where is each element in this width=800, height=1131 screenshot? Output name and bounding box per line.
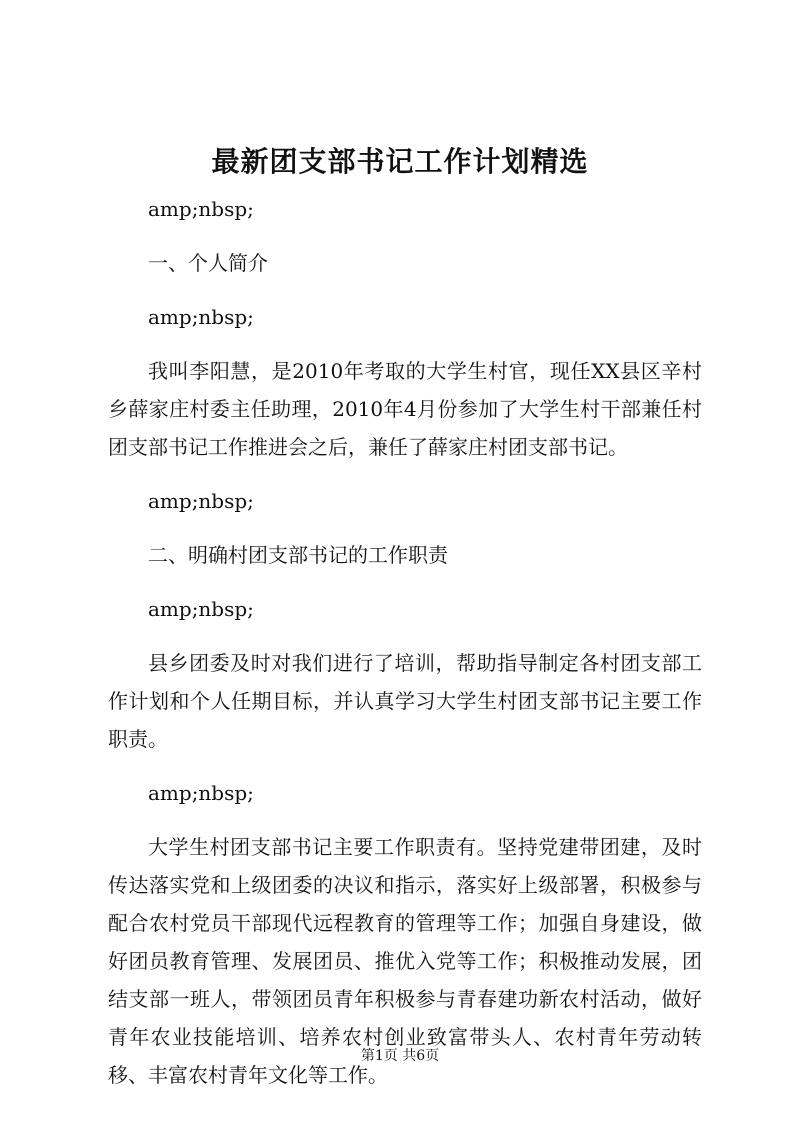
page-footer: 第1页 共6页 <box>360 1048 440 1064</box>
paragraph: amp;nbsp; <box>148 781 254 805</box>
document-title: 最新团支部书记工作计划精选 <box>211 145 589 178</box>
section-heading: 一、个人简介 <box>148 251 268 275</box>
paragraph: 我叫李阳慧，是2010年考取的大学生村官，现任XX县区辛村乡薛家庄村委主任助理，2010年4月份参加了大学生村干部兼任村团支部书记工作推进会之后，兼任了薛家庄村团支部书记。 <box>108 359 702 459</box>
paragraph: 县乡团委及时对我们进行了培训，帮助指导制定各村团支部工作计划和个人任期目标，并认真学习大学生村团支部书记主要工作职责。 <box>108 651 702 751</box>
paragraph: amp;nbsp; <box>148 197 254 221</box>
paragraph: amp;nbsp; <box>148 489 254 513</box>
paragraph: amp;nbsp; <box>148 597 254 621</box>
section-heading: 二、明确村团支部书记的工作职责 <box>148 543 448 567</box>
document-body <box>108 190 702 1110</box>
paragraph: amp;nbsp; <box>148 305 254 329</box>
paragraph: 大学生村团支部书记主要工作职责有。坚持党建带团建，及时传达落实党和上级团委的决议和指示，落实好上级部署，积极参与配合农村党员干部现代远程教育的管理等工作；加强自身建设，做好团员教育管理、发展团员、推优入党等工作；积极推动发展，团结支部一班人，带领团员青年积极参与青春建功新农村活动，做好青年农业技能培训、培养农村创业致富带头人、农村青年劳动转移、丰富农村青年文化等工作。 <box>108 835 702 1087</box>
